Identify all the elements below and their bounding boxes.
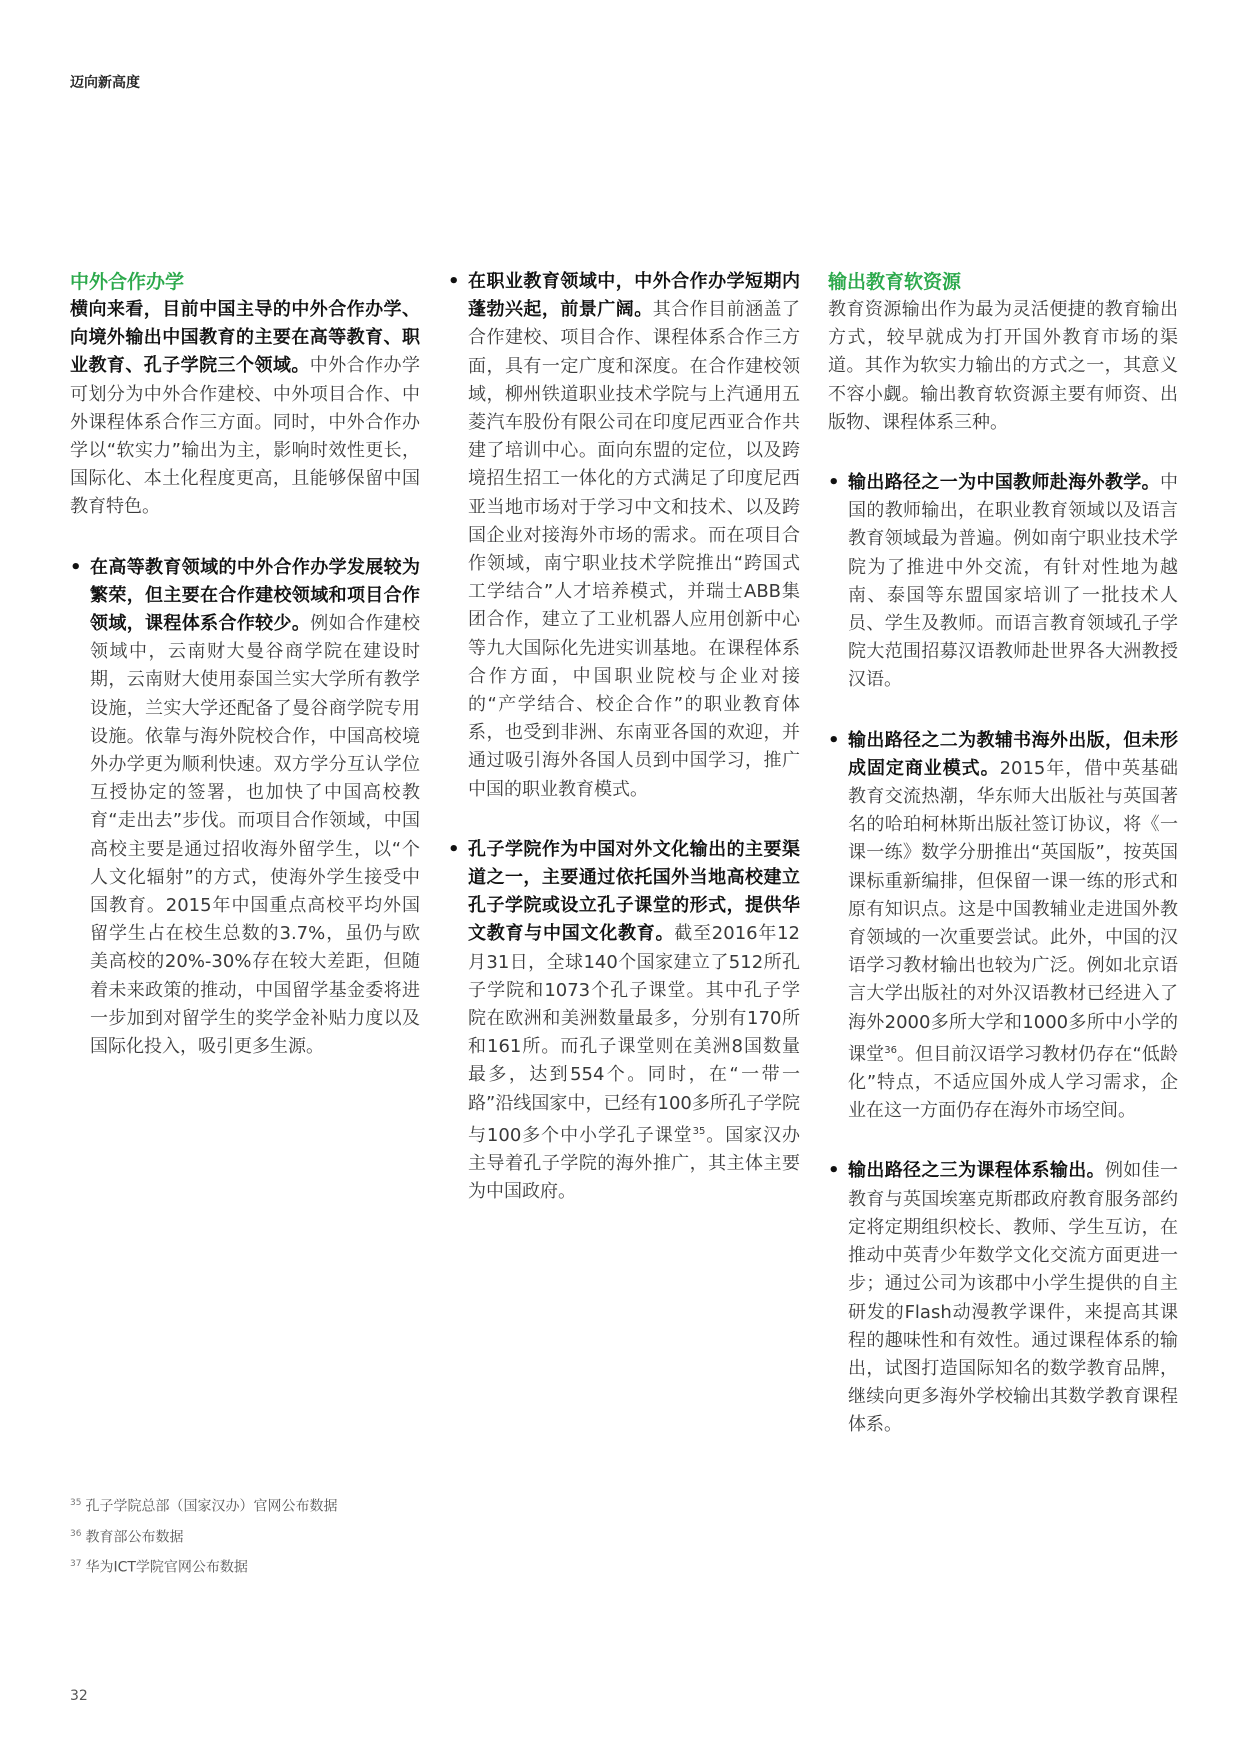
bullet-curriculum-export [828, 1157, 1178, 1439]
footnote-ref-36: 36 [884, 1044, 897, 1056]
footnotes [70, 1490, 670, 1582]
bullet-vocational-education [448, 268, 800, 804]
bullet-confucius-institute [448, 836, 800, 1207]
footnote-35 [70, 1490, 670, 1521]
bullet-teachers-abroad [828, 469, 1178, 695]
bullet-bold-lead: 输出路径之三为课程体系输出。 [848, 1160, 1105, 1182]
bullet-body-text-end: 。国家汉办主导着孔子学院的海外推广，其主体主要为中国政府。 [468, 1124, 801, 1203]
footnote-text: 教育部公布数据 [85, 1529, 184, 1546]
intro-bold-lead: 横向来看，目前中国主导的中外合作办学、向境外输出中国教育的主要在高等教育、职业教育、孔子学院三个领域。 [70, 299, 420, 377]
bullet-bold-lead: 输出路径之二为教辅书海外出版，但未形成固定商业模式。 [848, 729, 1178, 779]
bullet-body-text: 中国的教师输出，在职业教育领域以及语言教育领域最为普遍。例如南宁职业技术学院为了推进中外交流，有针对性地为越南、泰国等东盟国家培训了一批技术人员、学生及教师。而语言教育领域孔子学院大范围招募汉语教师赴世界各大洲教授汉语。 [848, 472, 1178, 691]
bullet-higher-education [70, 554, 420, 1062]
footnote-number: 36 [70, 1528, 82, 1539]
page-number: 32 [70, 1688, 88, 1704]
bullet-body-text: 例如合作建校领域中，云南财大曼谷商学院在建设时期，云南财大使用泰国兰实大学所有教学设施，兰实大学还配备了曼谷商学院专用设施。依靠与海外院校合作，中国高校境外办学更为顺利快速。双方学分互认学位互授协定的签署，也加快了中国高校教育“走出去”步伐。而项目合作领域，中国高校主要是通过招收海外留学生，以“个人文化辐射”的方式，使海外学生接受中国教育。2015年中国重点高校平均外国留学生占在校生总数的3.7%，虽仍与欧美高校的20%-30%存在较大差距，但随着未来政策的推动，中国留学基金委将进一步加到对留学生的奖学金补贴力度以及国际化投入，吸引更多生源。 [90, 613, 420, 1058]
column-1 [70, 268, 420, 1061]
bullet-body-text-end: 。但目前汉语学习教材仍存在“低龄化”特点，不适应国外成人学习需求，企业在这一方面仍存在海外市场空间。 [848, 1043, 1178, 1122]
bullet-bold-lead: 在高等教育领域的中外合作办学发展较为繁荣，但主要在合作建校领域和项目合作领域，课程体系合作较少。 [90, 556, 420, 635]
intro-paragraph: 教育资源输出作为最为灵活便捷的教育输出方式，较早就成为打开国外教育市场的渠道。其作为软实力输出的方式之一，其意义不容小觑。输出教育软资源主要有师资、出版物、课程体系三种。 [828, 299, 1178, 433]
bullet-body-text: 截至2016年12月31日，全球140个国家建立了512所孔子学院和1073个孔子课堂。其中孔子学院在欧洲和美洲数量最多，分别有170所和161所。而孔子课堂则在美洲8国数量最多，达到554个。同时，在“一带一路”沿线国家中，已经有100多所孔子学院与100多个中小学孔子课堂 [468, 923, 801, 1146]
footnote-ref-35: 35 [692, 1125, 706, 1137]
column-3 [828, 268, 1178, 1440]
running-header-title: 迈向新高度 [70, 75, 140, 91]
footnote-36 [70, 1521, 670, 1552]
footnote-37 [70, 1551, 670, 1582]
bullet-textbook-publishing [828, 727, 1178, 1126]
footnote-number: 37 [70, 1559, 82, 1570]
intro-paragraph [70, 296, 420, 522]
bullet-bold-lead: 在职业教育领域中，中外合作办学短期内蓬勃兴起，前景广阔。 [468, 271, 800, 321]
bullet-bold-lead: 孔子学院作为中国对外文化输出的主要渠道之一，主要通过依托国外当地高校建立孔子学院或设立孔子课堂的形式，提供华文教育与中国文化教育。 [468, 838, 800, 945]
bullet-body-text: 其合作目前涵盖了合作建校、项目合作、课程体系合作三方面，具有一定广度和深度。在合作建校领域，柳州铁道职业技术学院与上汽通用五菱汽车股份有限公司在印度尼西亚合作共建了培训中心。面向东盟的定位，以及跨境招生招工一体化的方式满足了印度尼西亚当地市场对于学习中文和技术、以及跨国企业对接海外市场的需求。而在项目合作领域，南宁职业技术学院推出“跨国式工学结合”人才培养模式，并瑞士ABB集团合作，建立了工业机器人应用创新中心等九大国际化先进实训基地。在课程体系合作方面，中国职业院校与企业对接的“产学结合、校企合作”的职业教育体系，也受到非洲、东南亚各国的欢迎，并通过吸引海外各国人员到中国学习，推广中国的职业教育模式。 [468, 299, 801, 800]
footnote-text: 华为ICT学院官网公布数据 [85, 1559, 248, 1576]
footnote-number: 35 [70, 1498, 82, 1508]
bullet-bold-lead: 输出路径之一为中国教师赴海外教学。 [848, 472, 1160, 494]
footnote-text: 孔子学院总部（国家汉办）官网公布数据 [85, 1498, 338, 1515]
section-title-soft-resources: 输出教育软资源 [828, 271, 962, 293]
section-title-joint-education: 中外合作办学 [70, 271, 185, 293]
intro-body-text: 中外合作办学可划分为中外合作建校、中外项目合作、中外课程体系合作三方面。同时，中外合作办学以“软实力”输出为主，影响时效性更长，国际化、本土化程度更高，且能够保留中国教育特色。 [70, 355, 421, 518]
bullet-body-text: 2015年，借中英基础教育交流热潮，华东师大出版社与英国著名的哈珀柯林斯出版社签订协议，将《一课一练》数学分册推出“英国版”，按英国课标重新编排，但保留一课一练的形式和原有知识点。这是中国教辅业走进国外教育领域的一次重要尝试。此外，中国的汉语学习教材输出也较为广泛。例如北京语言大学出版社的对外汉语教材已经进入了海外2000多所大学和1000多所中小学的课堂 [848, 757, 1179, 1065]
column-2 [448, 268, 800, 1207]
bullet-body-text: 例如佳一教育与英国埃塞克斯郡政府教育服务部约定将定期组织校长、教师、学生互访，在推动中英青少年数学文化交流方面更进一步；通过公司为该郡中小学生提供的自主研发的Flash动漫教学课件，来提高其课程的趣味性和有效性。通过课程体系的输出，试图打造国际知名的数学教育品牌，继续向更多海外学校输出其数学教育课程体系。 [848, 1160, 1179, 1436]
